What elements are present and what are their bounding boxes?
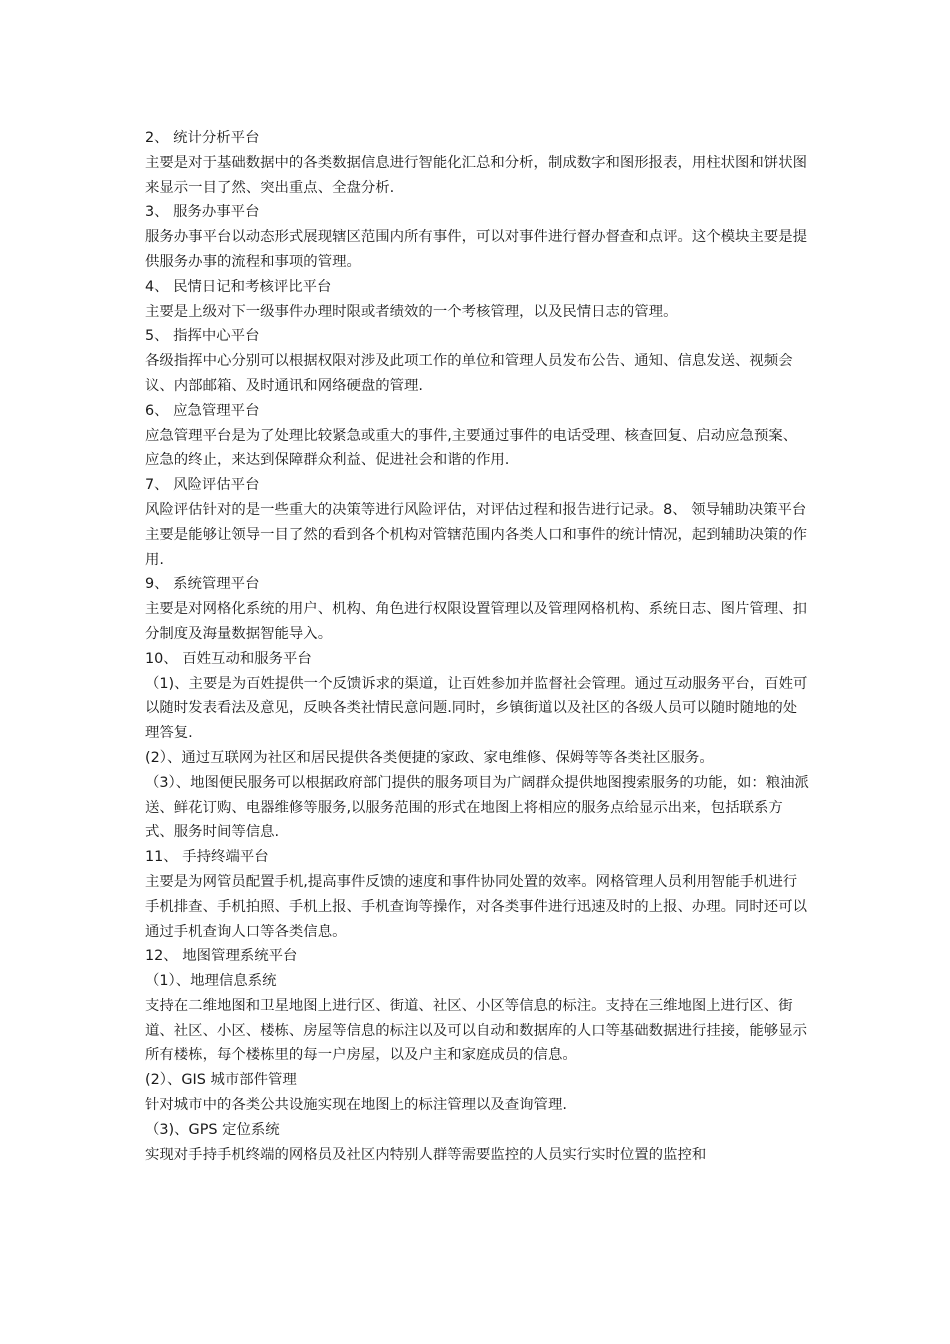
paragraph: （3）、地图便民服务可以根据政府部门提供的服务项目为广阔群众提供地图搜索服务的功能，如：粮油派送、鲜花订购、电器维修等服务,以服务范围的形式在地图上将相应的服务点给显示出来，包括联系方式、服务时间等信息. <box>145 774 809 841</box>
paragraph: 风险评估针对的是一些重大的决策等进行风险评估，对评估过程和报告进行记录。8、 领导辅助决策平台 <box>145 501 807 518</box>
sub-heading: （3)、GPS 定位系统 <box>145 1121 280 1138</box>
paragraph: 实现对手持手机终端的网格员及社区内特别人群等需要监控的人员实行实时位置的监控和 <box>145 1146 707 1163</box>
paragraph: 支持在二维地图和卫星地图上进行区、街道、社区、小区等信息的标注。支持在三维地图上进行区、街道、社区、小区、楼栋、房屋等信息的标注以及可以自动和数据库的人口等基础数据进行挂接，能够显示所有楼栋，每个楼栋里的每一户房屋，以及户主和家庭成员的信息。 <box>145 997 807 1064</box>
section-heading: 9、 系统管理平台 <box>145 576 260 593</box>
paragraph: 主要是上级对下一级事件办理时限或者绩效的一个考核管理，以及民情日志的管理。 <box>145 303 678 320</box>
paragraph: 主要是为网管员配置手机,提高事件反馈的速度和事件协同处置的效率。网格管理人员利用智能手机进行手机排查、手机拍照、手机上报、手机查询等操作，对各类事件进行迅速及时的上报、办理。同时还可以通过手机查询人口等各类信息。 <box>145 873 807 940</box>
paragraph: 主要是能够让领导一目了然的看到各个机构对管辖范围内各类人口和事件的统计情况，起到辅助决策的作用. <box>145 526 807 568</box>
sub-heading: （1）、地理信息系统 <box>145 973 277 990</box>
paragraph: 针对城市中的各类公共设施实现在地图上的标注管理以及查询管理. <box>145 1097 567 1114</box>
sub-heading: (2）、GIS 城市部件管理 <box>145 1072 297 1089</box>
paragraph: 各级指挥中心分别可以根据权限对涉及此项工作的单位和管理人员发布公告、通知、信息发送、视频会议、内部邮箱、及时通讯和网络硬盘的管理. <box>145 353 793 394</box>
section-heading: 3、 服务办事平台 <box>145 204 260 221</box>
paragraph: (2）、通过互联网为社区和居民提供各类便捷的家政、家电维修、保姆等等各类社区服务。 <box>145 749 714 766</box>
section-heading: 10、 百姓互动和服务平台 <box>145 650 312 667</box>
section-heading: 12、 地图管理系统平台 <box>145 948 298 965</box>
section-heading: 11、 手持终端平台 <box>145 849 269 866</box>
paragraph: 服务办事平台以动态形式展现辖区范围内所有事件，可以对事件进行督办督查和点评。这个模块主要是提供服务办事的流程和事项的管理。 <box>145 229 807 270</box>
section-heading: 7、 风险评估平台 <box>145 477 260 494</box>
document-body <box>145 126 810 1167</box>
section-heading: 4、 民情日记和考核评比平台 <box>145 278 332 295</box>
paragraph: 主要是对网格化系统的用户、机构、角色进行权限设置管理以及管理网格机构、系统日志、图片管理、扣分制度及海量数据智能导入。 <box>145 601 807 642</box>
section-heading: 6、 应急管理平台 <box>145 402 260 419</box>
section-heading: 5、 指挥中心平台 <box>145 328 260 345</box>
paragraph: （1)、主要是为百姓提供一个反馈诉求的渠道，让百姓参加并监督社会管理。通过互动服务平台，百姓可以随时发表看法及意见，反映各类社情民意问题.同时，乡镇街道以及社区的各级人员可以随时随地的处理答复. <box>145 675 808 742</box>
paragraph: 应急管理平台是为了处理比较紧急或重大的事件,主要通过事件的电话受理、核查回复、启动应急预案、应急的终止，来达到保障群众利益、促进社会和谐的作用. <box>145 427 798 469</box>
paragraph: 主要是对于基础数据中的各类数据信息进行智能化汇总和分析，制成数字和图形报表，用柱状图和饼状图来显示一目了然、突出重点、全盘分析. <box>145 154 807 196</box>
section-heading: 2、 统计分析平台 <box>145 130 260 146</box>
